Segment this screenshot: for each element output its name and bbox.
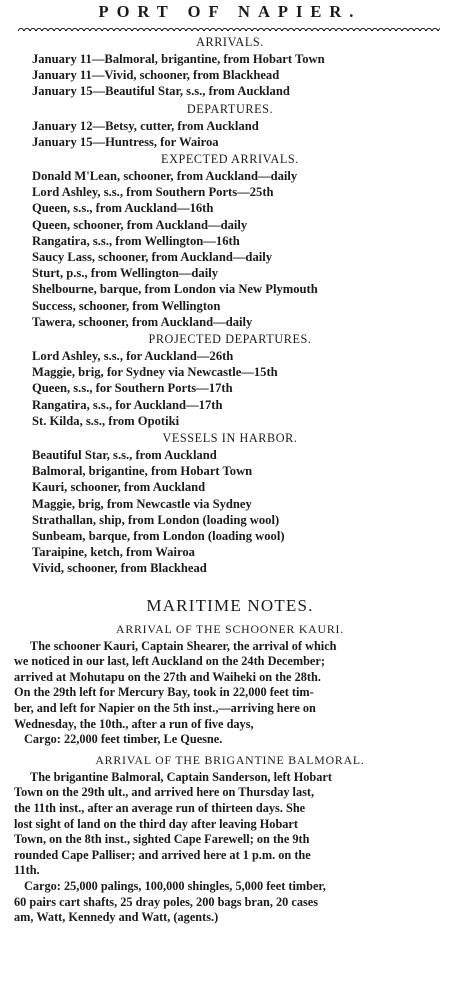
article-line: 60 pairs cart shafts, 25 dray poles, 200 bags bran, 20 cases [14,894,319,909]
article-line: the 11th inst., after an average run of thirteen days. She [14,801,306,816]
shipping-entry: January 12—Betsy, cutter, from Auckland [32,118,259,133]
section-heading: VESSELS IN HARBOR. [162,431,298,446]
shipping-entry: Rangatira, s.s., for Auckland—17th [32,397,223,412]
article-line: rounded Cape Palliser; and arrived here at 1 p.m. on the [14,847,311,862]
maritime-notes [14,621,446,926]
shipping-entry: Kauri, schooner, from Auckland [32,480,206,495]
shipping-entry: January 15—Huntress, for Wairoa [32,134,219,149]
article-line: Cargo: 25,000 palings, 100,000 shingles, 5,000 feet timber, [24,879,326,893]
shipping-entry: St. Kilda, s.s., from Opotiki [32,413,180,428]
article-line: Cargo: 22,000 feet timber, Le Quesne. [24,732,223,747]
article-line: ber, and left for Napier on the 5th inst.,—arriving here on [14,701,316,716]
article-body [14,770,446,926]
shipping-sections [14,35,446,577]
article-line: 11th. [14,863,40,878]
shipping-entry: January 11—Balmoral, brigantine, from Hobart Town [32,52,325,66]
section-heading: ARRIVALS. [196,35,264,49]
shipping-entry: Shelbourne, barque, from London via New Plymouth [32,282,318,297]
article-line: The schooner Kauri, Captain Shearer, the arrival of which [30,638,337,653]
shipping-entry: Beautiful Star, s.s., from Auckland [32,448,217,463]
article-subheading: ARRIVAL OF THE BRIGANTINE BALMORAL. [95,752,365,767]
shipping-entry: Lord Ashley, s.s., from Southern Ports—25th [32,185,274,200]
shipping-entry: January 11—Vivid, schooner, from Blackhead [32,68,280,83]
shipping-entry: Sturt, p.s., from Wellington—daily [32,266,219,281]
article-body [14,639,446,748]
masthead-title: PORT OF NAPIER. [98,2,362,21]
shipping-entry: Maggie, brig, for Sydney via Newcastle—15th [32,365,278,380]
section-heading: DEPARTURES. [186,101,274,116]
shipping-entry: Queen, schooner, from Auckland—daily [32,217,248,232]
article-line: am, Watt, Kennedy and Watt, (agents.) [14,910,219,925]
shipping-entry: January 15—Beautiful Star, s.s., from Auckland [32,84,290,99]
section-heading: PROJECTED DEPARTURES. [148,332,312,347]
article-subheading: ARRIVAL OF THE SCHOONER KAURI. [116,621,344,636]
shipping-entry: Sunbeam, barque, from London (loading wool) [32,529,285,544]
shipping-entry: Queen, s.s., from Auckland—16th [32,201,214,216]
article-line: we noticed in our last, left Auckland on the 24th December; [14,654,325,669]
shipping-entry: Rangatira, s.s., from Wellington—16th [32,233,240,248]
section-heading: EXPECTED ARRIVALS. [161,152,299,167]
shipping-entry: Vivid, schooner, from Blackhead [32,561,207,576]
article-line: On the 29th left for Mercury Bay, took in 22,000 feet tim- [14,685,314,700]
shipping-entry: Success, schooner, from Wellington [32,298,221,313]
shipping-entry: Strathallan, ship, from London (loading wool) [32,512,280,527]
article-line: The brigantine Balmoral, Captain Sanderson, left Hobart [30,769,332,784]
shipping-entry: Donald M'Lean, schooner, from Auckland—daily [32,169,298,184]
article-line: Town, on the 8th inst., sighted Cape Farewell; on the 9th [14,832,310,847]
shipping-entry: Queen, s.s., for Southern Ports—17th [32,381,233,396]
notes-title: MARITIME NOTES. [146,595,314,615]
shipping-entry: Maggie, brig, from Newcastle via Sydney [32,496,252,511]
shipping-entry: Taraipine, ketch, from Wairoa [32,545,195,560]
article-line: lost sight of land on the third day after leaving Hobart [14,816,298,831]
shipping-entry: Saucy Lass, schooner, from Auckland—daily [32,250,273,265]
article-line: Wednesday, the 10th., after a run of five days, [14,716,254,731]
shipping-entry: Lord Ashley, s.s., for Auckland—26th [32,349,234,364]
shipping-entry: Tawera, schooner, from Auckland—daily [32,314,253,329]
article-line: arrived at Mohutapu on the 27th and Waiheki on the 28th. [14,669,321,684]
article-line: Town on the 29th ult., and arrived here on Thursday last, [14,785,315,800]
shipping-entry: Balmoral, brigantine, from Hobart Town [32,464,253,479]
wavy-divider [18,25,440,33]
